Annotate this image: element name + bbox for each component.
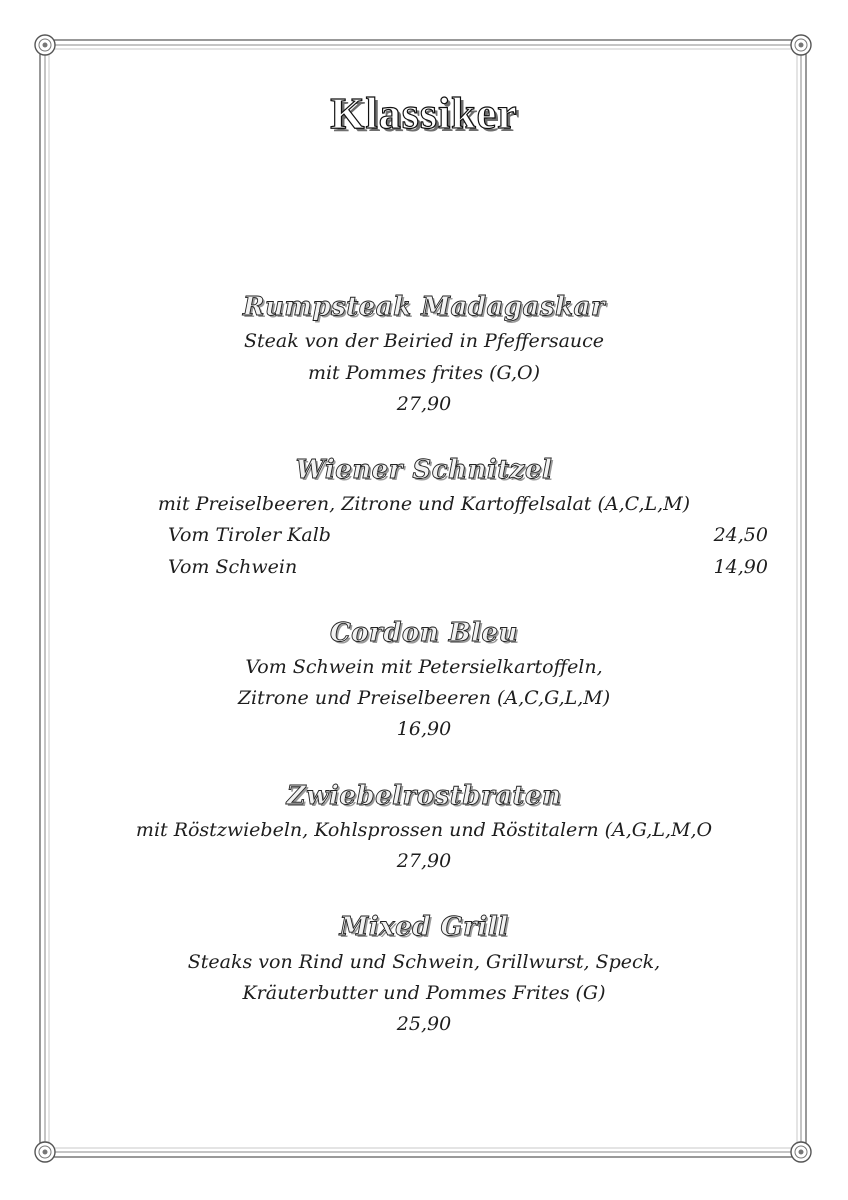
dish-price: 27,90: [396, 850, 452, 872]
dish-name-wiener-schnitzel: Wiener Schnitzel: [295, 455, 553, 485]
dish-price: 25,90: [396, 1013, 452, 1035]
option-price: 14,90: [713, 556, 768, 578]
option-label: Vom Tiroler Kalb: [168, 524, 331, 546]
dish-description: Zitrone und Preiselbeeren (A,C,G,L,M): [237, 687, 611, 709]
corner-ornament-icon: [791, 35, 811, 55]
dish-name-rumpsteak: Rumpsteak Madagaskar: [242, 292, 606, 322]
page-title: Klassiker: [330, 89, 518, 138]
dish-description: Vom Schwein mit Petersielkartoffeln,: [245, 656, 603, 678]
dish-description: mit Pommes frites (G,O): [307, 362, 541, 384]
corner-ornament-icon: [35, 35, 55, 55]
dish-price: 27,90: [396, 393, 452, 415]
dish-description: mit Röstzwiebeln, Kohlsprossen und Röstitalern (A,G,L,M,O: [135, 819, 713, 841]
dish-description: mit Preiselbeeren, Zitrone und Kartoffelsalat (A,C,L,M): [157, 493, 691, 515]
dish-description: Kräuterbutter und Pommes Frites (G): [242, 982, 606, 1004]
option-price: 24,50: [713, 524, 768, 546]
dish-name-cordon-bleu: Cordon Bleu: [329, 618, 518, 648]
dish-name-mixed-grill: Mixed Grill: [339, 912, 509, 942]
dish-description: Steak von der Beiried in Pfeffersauce: [243, 330, 605, 352]
dish-description: Steaks von Rind und Schwein, Grillwurst, Speck,: [187, 951, 661, 973]
corner-ornament-icon: [35, 1142, 55, 1162]
dish-name-zwiebelrostbraten: Zwiebelrostbraten: [286, 781, 562, 811]
corner-ornament-icon: [791, 1142, 811, 1162]
dish-price: 16,90: [396, 718, 452, 740]
option-label: Vom Schwein: [168, 556, 298, 578]
